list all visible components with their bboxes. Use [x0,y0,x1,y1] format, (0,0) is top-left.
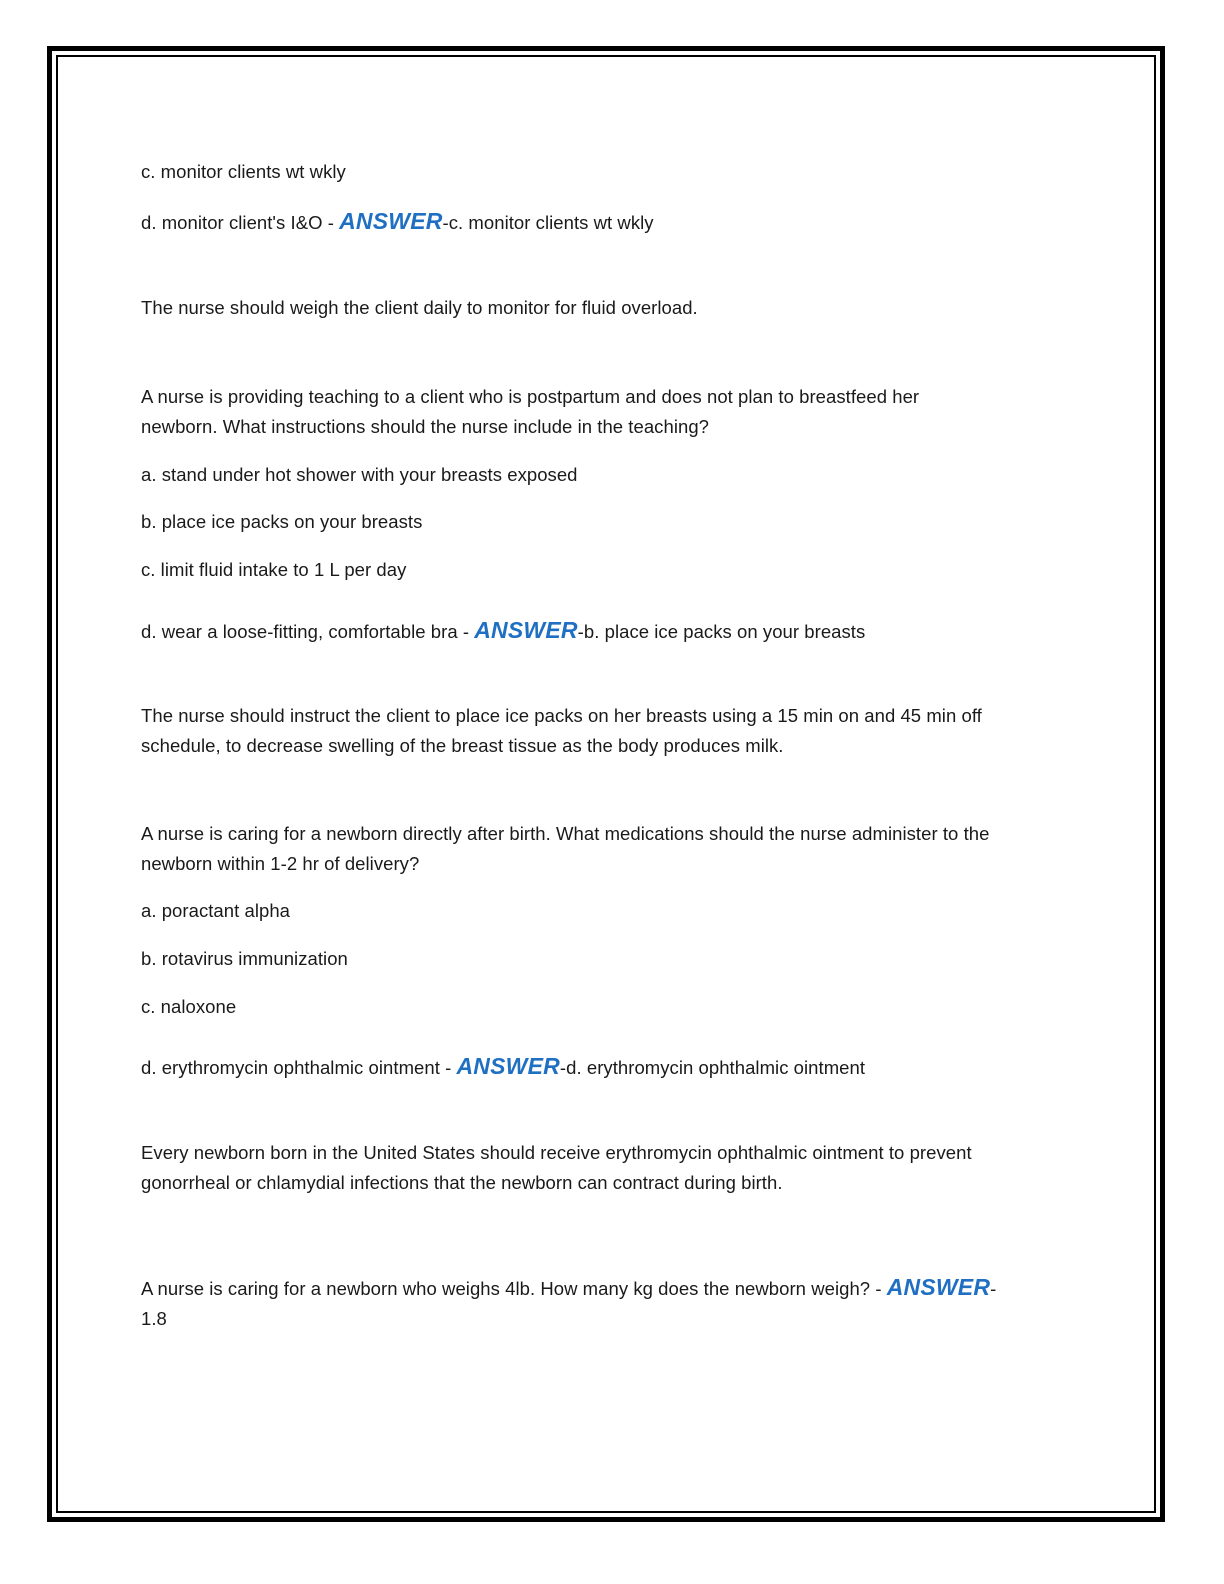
answer-label: ANSWER [339,208,443,234]
text-segment: a. stand under hot shower with your breasts exposed [141,464,578,485]
text-line [141,1051,865,1083]
text-segment: -b. place ice packs on your breasts [577,621,866,642]
text-line [141,731,784,761]
text-segment: d. erythromycin ophthalmic ointment - [141,1057,457,1078]
text-line [141,1304,167,1334]
text-line [141,701,982,731]
answer-label: ANSWER [886,1274,991,1300]
text-line [141,382,919,412]
text-segment: a. poractant alpha [141,900,291,921]
text-line [141,615,865,647]
text-line [141,1138,972,1168]
text-segment: gonorrheal or chlamydial infections that the newborn can contract during birth. [141,1172,783,1193]
text-segment: b. rotavirus immunization [141,948,348,969]
text-line [141,992,236,1022]
answer-label: ANSWER [456,1053,560,1079]
text-segment: -c. monitor clients wt wkly [442,212,654,233]
text-line [141,206,654,238]
text-segment: 1.8 [141,1308,167,1329]
text-segment: Every newborn born in the United States should receive erythromycin ophthalmic ointment to prevent [141,1142,972,1163]
text-segment: A nurse is caring for a newborn directly after birth. What medications should the nurse administer to the [141,823,990,844]
text-line [141,819,989,849]
text-line [141,412,709,442]
text-line [141,849,419,879]
text-segment: A nurse is caring for a newborn who weighs 4lb. How many kg does the newborn weigh? - [141,1278,887,1299]
text-segment: c. naloxone [141,996,237,1017]
answer-label: ANSWER [474,617,578,643]
text-segment: d. monitor client's I&O - [141,212,340,233]
text-line [141,944,348,974]
text-segment: b. place ice packs on your breasts [141,511,423,532]
text-segment: newborn within 1-2 hr of delivery? [141,853,420,874]
text-segment: c. monitor clients wt wkly [141,161,346,182]
text-segment: newborn. What instructions should the nurse include in the teaching? [141,416,709,437]
text-segment: The nurse should weigh the client daily to monitor for fluid overload. [141,297,698,318]
text-line [141,293,698,323]
text-segment: A nurse is providing teaching to a client who is postpartum and does not plan to breastfeed her [141,386,920,407]
text-segment: d. wear a loose-fitting, comfortable bra - [141,621,475,642]
text-line [141,157,346,187]
text-segment: The nurse should instruct the client to place ice packs on her breasts using a 15 min on and 45 min off [141,705,982,726]
text-segment: schedule, to decrease swelling of the breast tissue as the body produces milk. [141,735,784,756]
text-segment: c. limit fluid intake to 1 L per day [141,559,407,580]
text-line [141,896,290,926]
text-segment: -d. erythromycin ophthalmic ointment [559,1057,866,1078]
text-line [141,1168,783,1198]
text-line [141,1272,996,1304]
text-segment: - [990,1278,997,1299]
text-line [141,460,578,490]
text-line [141,555,406,585]
text-line [141,507,422,537]
